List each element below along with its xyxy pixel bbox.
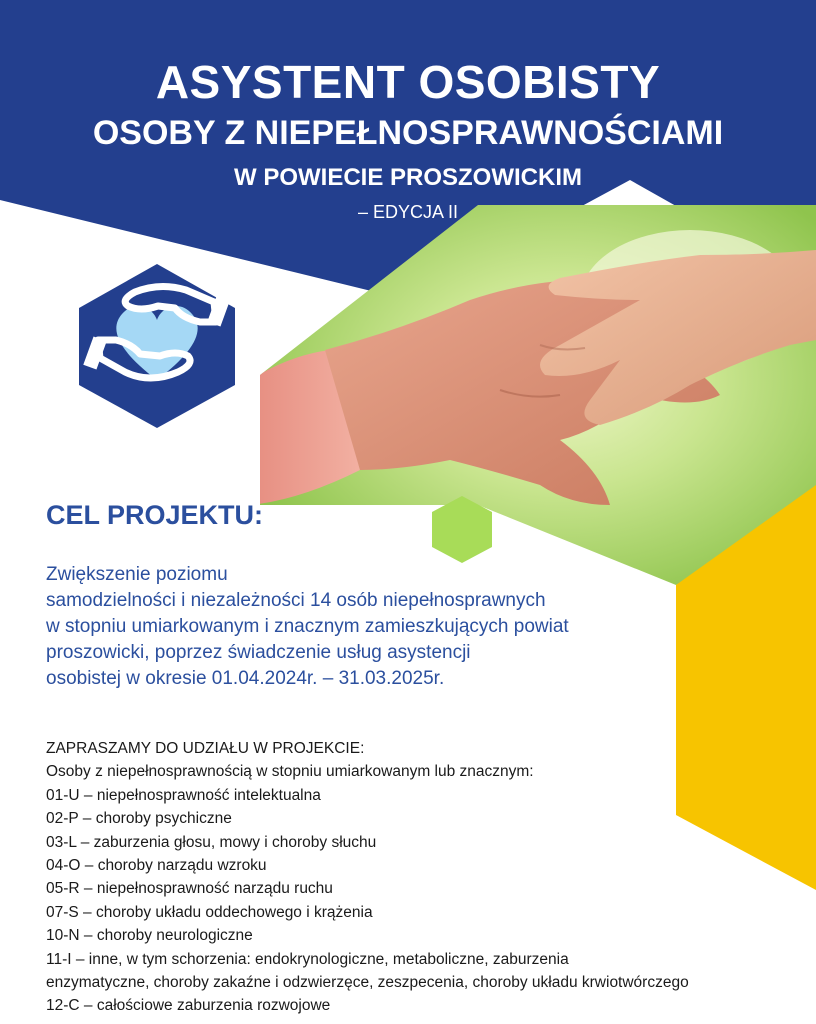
list-item: 07-S – choroby układu oddechowego i krążenia xyxy=(46,903,373,921)
list-item: 02-P – choroby psychiczne xyxy=(46,810,232,828)
invite-heading: ZAPRASZAMY DO UDZIAŁU W PROJEKCIE: xyxy=(46,740,365,757)
poster-subtitle: OSOBY Z NIEPEŁNOSPRAWNOŚCIAMI xyxy=(92,114,724,152)
goal-description xyxy=(46,562,666,692)
list-item: 10-N – choroby neurologiczne xyxy=(46,927,253,945)
poster-title: ASYSTENT OSOBISTY xyxy=(155,56,661,108)
goal-line: osobistej w okresie 01.04.2024r. – 31.03.2025r. xyxy=(46,668,445,689)
list-item: 12-C – całościowe zaburzenia rozwojowe xyxy=(46,997,331,1015)
poster-title-block xyxy=(0,54,816,224)
goal-line: proszowicki, poprzez świadczenie usług asystencji xyxy=(46,642,471,663)
list-item: 11-I – inne, w tym schorzenia: endokrynologiczne, metaboliczne, zaburzenia xyxy=(46,950,569,968)
hands-heart-icon xyxy=(79,264,235,428)
list-item: 01-U – niepełnosprawność intelektualna xyxy=(46,786,321,804)
goal-line: w stopniu umiarkowanym i znacznym zamieszkujących powiat xyxy=(46,616,569,637)
goal-line: Zwiększenie poziomu xyxy=(46,564,228,585)
goal-heading: CEL PROJEKTU: xyxy=(46,500,264,530)
list-item: 05-R – niepełnosprawność narządu ruchu xyxy=(46,880,333,898)
list-item: enzymatyczne, choroby zakaźne i odzwierzęce, zeszpecenia, choroby układu krwiotwórczego xyxy=(46,974,689,992)
goal-line: samodzielności i niezależności 14 osób niepełnosprawnych xyxy=(46,590,546,611)
list-item: 03-L – zaburzenia głosu, mowy i choroby słuchu xyxy=(46,833,377,851)
list-item: 04-O – choroby narządu wzroku xyxy=(46,857,267,875)
poster-location: W POWIECIE PROSZOWICKIM xyxy=(234,164,582,191)
invite-section xyxy=(46,737,786,1018)
invite-intro: Osoby z niepełnosprawnością w stopniu umiarkowanym lub znacznym: xyxy=(46,763,534,781)
poster-edition: – EDYCJA II xyxy=(357,202,459,222)
